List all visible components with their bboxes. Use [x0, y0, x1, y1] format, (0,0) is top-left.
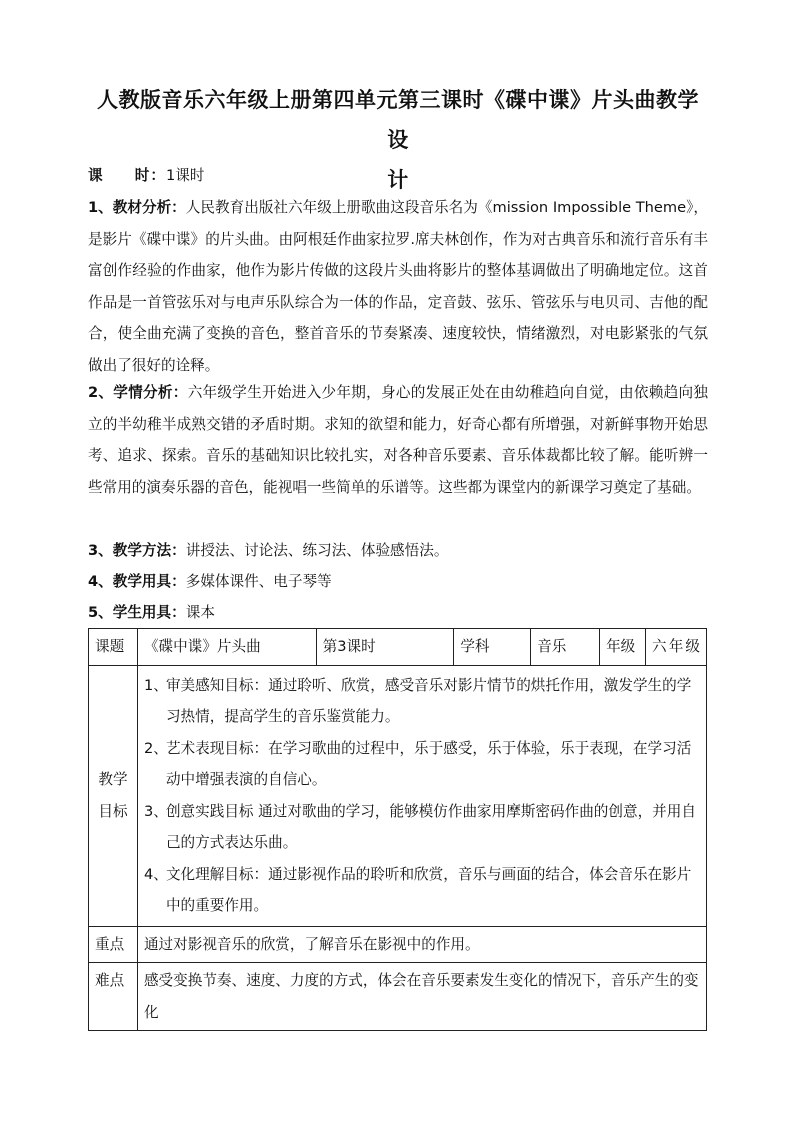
section-label: 3、教学方法： — [88, 542, 186, 559]
section-label: 4、教学用具： — [88, 573, 186, 590]
section-text: 人民教育出版社六年级上册歌曲这段音乐名为《mission Impossible Theme》，是影片《碟中谍》的片头曲。由阿根廷作曲家拉罗.席夫林创作，作为对古典音乐和流行音乐有丰富创作经验的作曲家，他作为影片传做的这段片头曲将影片的整体基调做出了明确地定位。这首作品是一首管弦乐对与电声乐队综合为一体的作品，定音鼓、弦乐、管弦乐与电贝司、吉他的配合，使全曲充满了变换的音色，整首音乐的节奏紧凑、速度较快，情绪激烈，对电影紧张的气氛做出了很好的诠释。 — [88, 199, 708, 374]
class-hours-label: 课 时： — [88, 167, 166, 184]
goal-item — [144, 859, 700, 922]
table-row — [89, 963, 707, 1031]
title-line-2: 计 — [387, 167, 409, 192]
section-label: 2、学情分析： — [88, 384, 188, 401]
goal-text: 创意实践目标 通过对歌曲的学习，能够模仿作曲家用摩斯密码作曲的创意，并用自己的方式表达乐曲。 — [165, 802, 696, 851]
table-row — [89, 629, 707, 666]
table-row — [89, 665, 707, 926]
lesson-plan-table — [88, 628, 707, 1031]
section-student-tools — [88, 597, 708, 629]
key-point-text: 通过对影视音乐的欣赏，了解音乐在影视中的作用。 — [137, 926, 706, 963]
goal-number: 1、 — [143, 676, 168, 694]
class-hours-value: 1课时 — [165, 167, 205, 184]
subject-value: 音乐 — [531, 629, 600, 666]
lesson-period: 第3课时 — [316, 629, 454, 666]
goal-item — [144, 796, 700, 859]
goal-text: 艺术表现目标：在学习歌曲的过程中，乐于感受，乐于体验，乐于表现，在学习活动中增强表演的自信心。 — [165, 739, 692, 788]
key-point-label: 重点 — [89, 926, 138, 963]
subject-label: 学科 — [454, 629, 531, 666]
goal-number: 4、 — [143, 865, 168, 883]
difficulty-text: 感受变换节奏、速度、力度的方式，体会在音乐要素发生变化的情况下，音乐产生的变化 — [137, 963, 706, 1031]
section-student-analysis — [88, 377, 708, 503]
section-text: 六年级学生开始进入少年期，身心的发展正处在由幼稚趋向自觉，由依赖趋向独立的半幼稚半成熟交错的矛盾时期。求知的欲望和能力，好奇心都有所增强，对新鲜事物开始思考、追求、探索。音乐的基础知识比较扎实，对各种音乐要素、音乐体裁都比较了解。能听辨一些常用的演奏乐器的音色，能视唱一些简单的乐谱等。这些都为课堂内的新课学习奠定了基础。 — [88, 384, 708, 496]
difficulty-label: 难点 — [89, 963, 138, 1031]
goal-text: 审美感知目标：通过聆听、欣赏，感受音乐对影片情节的烘托作用，激发学生的学习热情，提高学生的音乐鉴赏能力。 — [165, 676, 692, 725]
table-row — [89, 926, 707, 963]
section-text: 课本 — [185, 604, 215, 621]
section-label: 5、学生用具： — [88, 604, 186, 621]
goals-cell — [137, 665, 706, 926]
goal-number: 3、 — [143, 802, 168, 820]
topic-value: 《碟中谍》片头曲 — [137, 629, 316, 666]
goal-item — [144, 733, 700, 796]
section-teaching-aids — [88, 566, 708, 598]
goal-number: 2、 — [143, 739, 168, 757]
section-label: 1、教材分析： — [88, 199, 186, 216]
grade-value: 六年级 — [646, 629, 707, 666]
section-teaching-methods — [88, 535, 708, 567]
goal-text: 文化理解目标：通过影视作品的聆听和欣赏，音乐与画面的结合，体会音乐在影片中的重要作用。 — [165, 865, 692, 914]
class-hours-line — [88, 160, 708, 192]
section-textbook-analysis — [88, 192, 708, 381]
section-text: 讲授法、讨论法、练习法、体验感悟法。 — [185, 542, 449, 559]
goals-label: 教学目标 — [89, 665, 138, 926]
goal-item — [144, 670, 700, 733]
grade-label: 年级 — [600, 629, 646, 666]
section-text: 多媒体课件、电子琴等 — [185, 573, 332, 590]
title-line-1: 人教版音乐六年级上册第四单元第三课时《碟中谍》片头曲教学设 — [97, 87, 699, 152]
topic-label: 课题 — [89, 629, 138, 666]
